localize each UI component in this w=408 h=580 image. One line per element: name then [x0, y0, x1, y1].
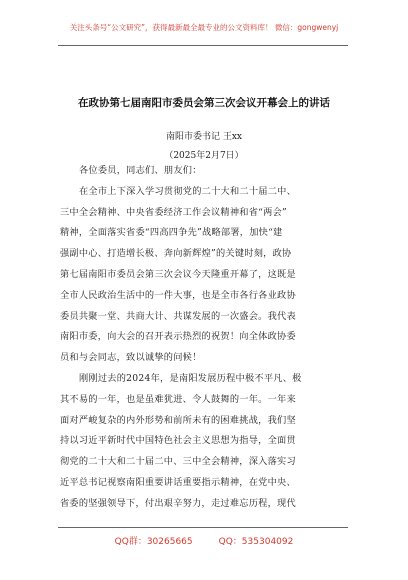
- body-line: 第七届南阳市委员会第三次会议今天隆重开幕了，这既是: [60, 268, 296, 280]
- body-line: 委员共聚一堂、共商大计、共谋发展的一次盛会。我代表: [60, 310, 296, 322]
- body-line: 刚刚过去的2024年，是南阳发展历程中极不平凡、极: [79, 372, 302, 384]
- author-line: 南阳市委书记 王xx: [165, 132, 242, 142]
- body-line: 南阳市委，向大会的召开表示热烈的祝贺！向全体政协委: [60, 331, 296, 343]
- body-line: 强副中心、打造增长极、奔向新辉煌”的关键时刻，政协: [60, 248, 292, 260]
- body-line: 三中全会精神、中央省委经济工作会议精神和省“两会”: [60, 206, 287, 218]
- document-title: 在政协第七届南阳市委员会第三次会议开幕会上的讲话: [78, 97, 330, 109]
- body-line: 面对严峻复杂的内外形势和前所未有的困难挑战，我们坚: [60, 414, 296, 426]
- document-date: （2025年2月7日）: [164, 151, 244, 161]
- footer-divider: [58, 527, 348, 528]
- header-divider: [58, 45, 348, 46]
- footer-contact: [0, 534, 408, 547]
- body-line: 精神，全面落实省委“四高四争先”战略部署，加快“建: [60, 227, 283, 239]
- body-line: 近平总书记视察南阳重要讲话重要指示精神，在党中央、: [60, 476, 296, 488]
- body-line: 其不易的一年，也是虽难犹进、令人鼓舞的一年。一年来: [60, 393, 296, 405]
- body-line: 各位委员，同志们、朋友们：: [79, 165, 202, 176]
- header-banner: 关注头条号“公文研究”，获得最新最全最专业的公文资料库！ 微信：gongwenyj: [69, 23, 339, 32]
- body-line: 彻党的二十大和二十届二中、三中全会精神，深入落实习: [60, 456, 296, 468]
- qq-text: QQ：535304092: [218, 537, 294, 547]
- qq-group-text: QQ群：30265665: [114, 537, 193, 547]
- document-body: [60, 161, 350, 515]
- body-line: 在全市上下深入学习贯彻党的二十大和二十届二中、: [79, 185, 297, 197]
- body-line: 全市人民政治生活中的一件大事，也是全市各行各业政协: [60, 289, 296, 301]
- body-line: 持以习近平新时代中国特色社会主义思想为指导，全面贯: [60, 435, 296, 447]
- body-line: 省委的坚强领导下，付出艰辛努力，走过难忘历程，现代: [60, 497, 296, 509]
- body-line: 员和与会同志，致以诚挚的问候！: [60, 352, 202, 364]
